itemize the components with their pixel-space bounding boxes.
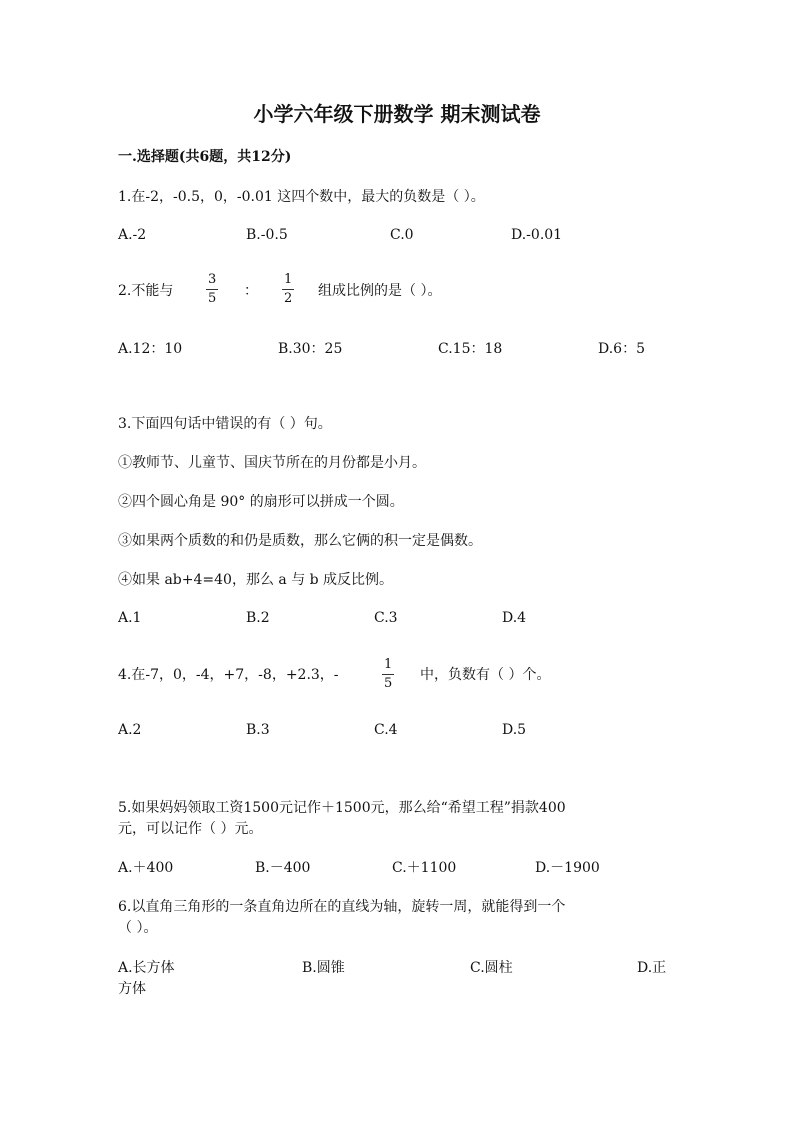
question-6-text-line-1: 6.以直角三角形的一条直角边所在的直线为轴，旋转一周，就能得到一个	[118, 899, 566, 915]
question-3-statement-3: ③如果两个质数的和仍是质数，那么它俩的积一定是偶数。	[118, 533, 482, 549]
fraction-bar	[206, 289, 218, 290]
fraction-numerator: 3	[208, 272, 217, 287]
question-3-option-d: D.4	[502, 610, 527, 626]
question-3-option-b: B.2	[246, 610, 270, 626]
question-6-option-b: B.圆锥	[302, 960, 345, 976]
question-2-text-after: 组成比例的是（ ）。	[318, 283, 442, 299]
fraction-denominator: 2	[284, 291, 293, 306]
question-1-option-a: A.-2	[118, 227, 147, 243]
question-4-option-a: A.2	[118, 722, 142, 738]
question-1-option-c: C.0	[390, 227, 414, 243]
question-2-fraction-a	[206, 272, 218, 307]
question-2-colon: ：	[244, 283, 258, 299]
question-2-option-d: D.6：5	[598, 341, 645, 357]
question-5-text-line-1: 5.如果妈妈领取工资1500元记作＋1500元，那么给“希望工程”捐款400	[118, 800, 566, 816]
fraction-denominator: 5	[384, 676, 393, 691]
fraction-bar	[282, 289, 294, 290]
question-4-option-c: C.4	[374, 722, 398, 738]
question-6-option-a: A.长方体	[118, 960, 175, 976]
question-2-option-b: B.30：25	[278, 341, 343, 357]
question-2-text-before: 2.不能与	[118, 283, 174, 299]
question-1-option-d: D.-0.01	[511, 227, 563, 243]
fraction-bar	[382, 674, 394, 675]
question-3-option-c: C.3	[374, 610, 398, 626]
question-6-text-line-2: （ ）。	[118, 920, 158, 936]
question-5-text-line-2: 元，可以记作（ ）元。	[118, 821, 263, 837]
question-6-option-d-wrap: 方体	[118, 981, 146, 997]
question-3-text: 3.下面四句话中错误的有（ ）句。	[118, 416, 332, 432]
section-heading: 一.选择题(共6题，共12分)	[118, 149, 292, 165]
question-5-option-b: B.－400	[255, 860, 311, 876]
question-1-option-b: B.-0.5	[246, 227, 288, 243]
fraction-numerator: 1	[284, 272, 293, 287]
fraction-denominator: 5	[208, 291, 217, 306]
question-2-option-c: C.15：18	[438, 341, 503, 357]
question-4-text-before: 4.在-7，0，-4，+7，-8，+2.3，-	[118, 667, 339, 683]
question-3-option-a: A.1	[118, 610, 142, 626]
fraction-numerator: 1	[384, 657, 393, 672]
question-5-option-c: C.＋1100	[392, 860, 457, 876]
question-4-option-d: D.5	[502, 722, 527, 738]
question-6-option-d: D.正	[637, 960, 667, 976]
question-4-option-b: B.3	[246, 722, 270, 738]
question-2-fraction-b	[282, 272, 294, 307]
question-4-text-after: 中，负数有（ ）个。	[420, 667, 551, 683]
question-3-statement-4: ④如果 ab+4=40，那么 a 与 b 成反比例。	[118, 572, 394, 588]
question-4-fraction	[382, 657, 394, 692]
question-5-option-d: D.－1900	[535, 860, 600, 876]
question-2-option-a: A.12：10	[118, 341, 183, 357]
question-5-option-a: A.＋400	[118, 860, 174, 876]
question-3-statement-2: ②四个圆心角是 90° 的扇形可以拼成一个圆。	[118, 494, 404, 510]
question-6-option-c: C.圆柱	[470, 960, 513, 976]
page-title: 小学六年级下册数学 期末测试卷	[253, 102, 541, 126]
question-3-statement-1: ①教师节、儿童节、国庆节所在的月份都是小月。	[118, 455, 426, 471]
question-1-text: 1.在-2，-0.5，0，-0.01 这四个数中，最大的负数是（ ）。	[118, 189, 485, 205]
